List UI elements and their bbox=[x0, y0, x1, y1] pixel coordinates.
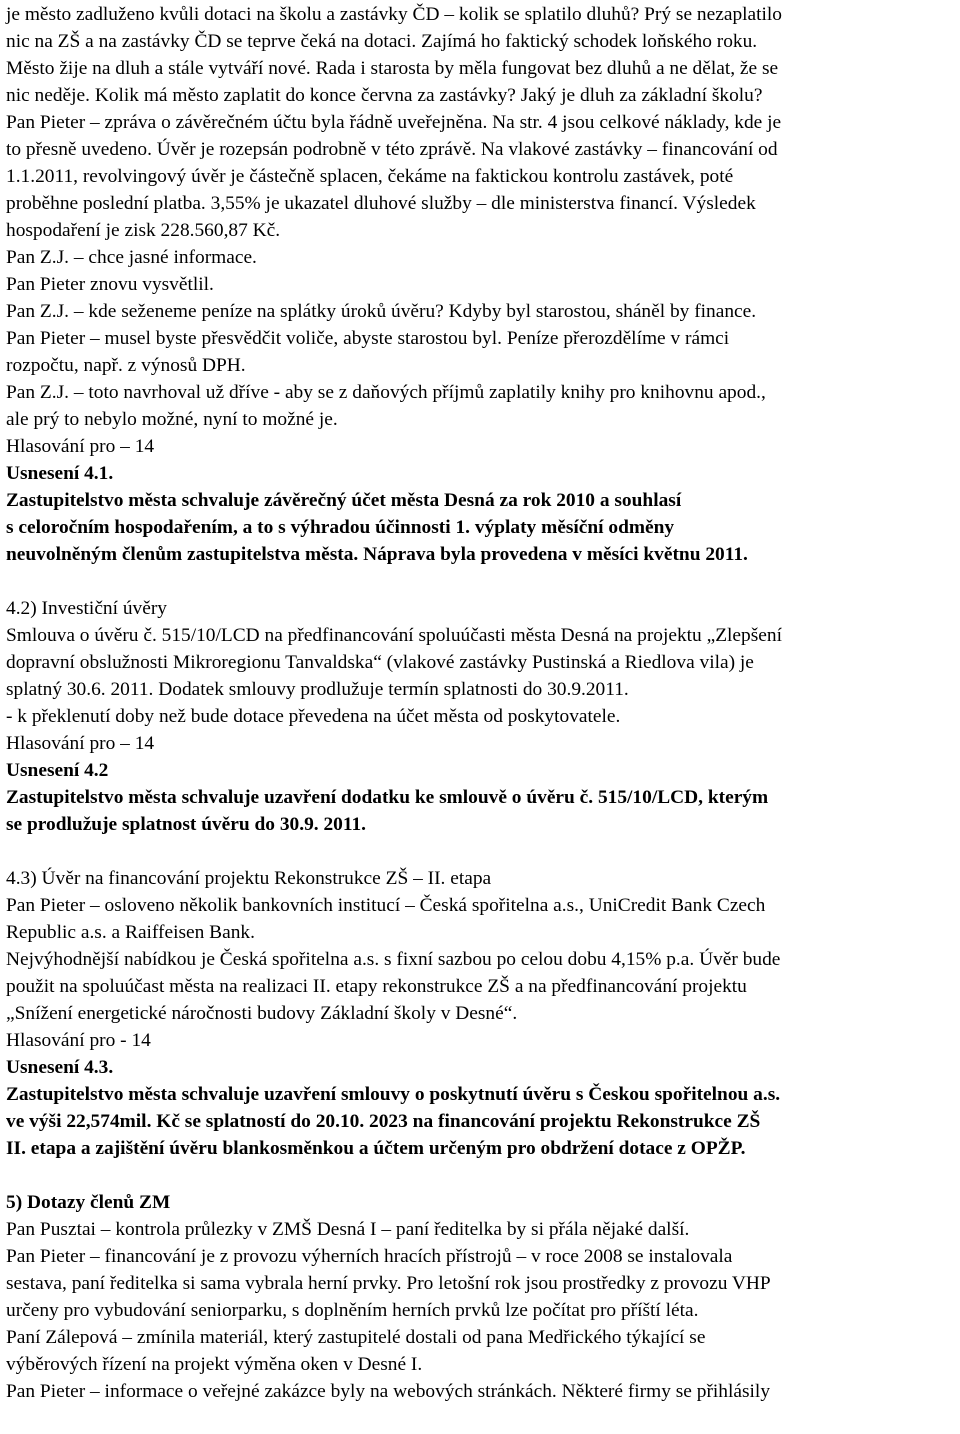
text-line: určeny pro vybudování seniorparku, s doplněním herních prvků lze počítat pro příští léta. bbox=[6, 1300, 699, 1321]
resolution-heading: Usnesení 4.2 bbox=[6, 760, 109, 781]
text-line: Hlasování pro – 14 bbox=[6, 436, 155, 457]
text-line: Paní Zálepová – zmínila materiál, který zastupitelé dostali od pana Medřického týkající se bbox=[6, 1327, 706, 1348]
text-line: rozpočtu, např. z výnosů DPH. bbox=[6, 355, 246, 376]
resolution-text: neuvolněným členům zastupitelstva města. Náprava byla provedena v měsíci květnu 2011. bbox=[6, 544, 748, 565]
text-line: Pan Pusztai – kontrola průlezky v ZMŠ Desná I – paní ředitelka by si přála nějaké další. bbox=[6, 1219, 690, 1240]
section-heading: 4.3) Úvěr na financování projektu Rekonstrukce ZŠ – II. etapa bbox=[6, 868, 492, 889]
text-line: Pan Pieter – informace o veřejné zakázce byly na webových stránkách. Některé firmy se přihlásily bbox=[6, 1381, 771, 1402]
text-line: Pan Pieter – musel byste přesvědčit voliče, abyste starostou byl. Peníze přerozdělíme v rámci bbox=[6, 328, 730, 349]
text-line: - k překlenutí doby než bude dotace převedena na účet města od poskytovatele. bbox=[6, 706, 621, 727]
section-heading: 5) Dotazy členů ZM bbox=[6, 1192, 171, 1213]
text-line: Republic a.s. a Raiffeisen Bank. bbox=[6, 922, 255, 943]
text-line: nic neděje. Kolik má město zaplatit do konce června za zastávky? Jaký je dluh za základní školu? bbox=[6, 85, 763, 106]
text-line: Pan Z.J. – toto navrhoval už dříve - aby se z daňových příjmů zaplatily knihy pro knihovnu apod., bbox=[6, 382, 766, 403]
text-line: dopravní obslužnosti Mikroregionu Tanvaldska“ (vlakové zastávky Pustinská a Riedlova vila) je bbox=[6, 652, 754, 673]
text-line: Hlasování pro – 14 bbox=[6, 733, 155, 754]
text-line: hospodaření je zisk 228.560,87 Kč. bbox=[6, 220, 281, 241]
resolution-heading: Usnesení 4.3. bbox=[6, 1057, 114, 1078]
text-line: proběhne poslední platba. 3,55% je ukazatel dluhové služby – dle ministerstva financí. Výsledek bbox=[6, 193, 756, 214]
text-line: Pan Z.J. – kde seženeme peníze na splátky úroků úvěru? Kdyby byl starostou, sháněl by finance. bbox=[6, 301, 757, 322]
resolution-text: s celoročním hospodařením, a to s výhradou účinnosti 1. výplaty měsíční odměny bbox=[6, 517, 675, 538]
resolution-text: Zastupitelstvo města schvaluje uzavření smlouvy o poskytnutí úvěru s Českou spořitelnou a.s. bbox=[6, 1084, 781, 1105]
resolution-text: se prodlužuje splatnost úvěru do 30.9. 2011. bbox=[6, 814, 367, 835]
text-line: Nejvýhodnější nabídkou je Česká spořitelna a.s. s fixní sazbou po celou dobu 4,15% p.a. Úvěr bude bbox=[6, 949, 781, 970]
resolution-text: II. etapa a zajištění úvěru blankosměnkou a účtem určeným pro obdržení dotace z OPŽP. bbox=[6, 1138, 746, 1159]
text-line: 1.1.2011, revolvingový úvěr je částečně splacen, čekáme na faktickou kontrolu zastávek, poté bbox=[6, 166, 734, 187]
text-line: Pan Pieter – financování je z provozu výherních hracích přístrojů – v roce 2008 se instalovala bbox=[6, 1246, 733, 1267]
resolution-text: Zastupitelstvo města schvaluje závěrečný účet města Desná za rok 2010 a souhlasí bbox=[6, 490, 682, 511]
text-line: sestava, paní ředitelka si sama vybrala herní prvky. Pro letošní rok jsou prostředky z provozu VHP bbox=[6, 1273, 771, 1294]
resolution-text: Zastupitelstvo města schvaluje uzavření dodatku ke smlouvě o úvěru č. 515/10/LCD, kterým bbox=[6, 787, 769, 808]
resolution-heading: Usnesení 4.1. bbox=[6, 463, 114, 484]
section-heading: 4.2) Investiční úvěry bbox=[6, 598, 168, 619]
text-line: to přesně uvedeno. Úvěr je rozepsán podrobně v této zprávě. Na vlakové zastávky – financování od bbox=[6, 139, 778, 160]
text-line: „Snížení energetické náročnosti budovy Základní školy v Desné“. bbox=[6, 1003, 518, 1024]
text-line: nic na ZŠ a na zastávky ČD se teprve čeká na dotaci. Zajímá ho faktický schodek loňského roku. bbox=[6, 31, 758, 52]
text-line: Pan Pieter znovu vysvětlil. bbox=[6, 274, 214, 295]
text-line: použit na spoluúčast města na realizaci II. etapy rekonstrukce ZŠ a na předfinancování projektu bbox=[6, 976, 747, 997]
text-line: Hlasování pro - 14 bbox=[6, 1030, 151, 1051]
text-line: Pan Z.J. – chce jasné informace. bbox=[6, 247, 257, 268]
resolution-text: ve výši 22,574mil. Kč se splatností do 20.10. 2023 na financování projektu Rekonstrukce ZŠ bbox=[6, 1111, 761, 1132]
text-line: Pan Pieter – osloveno několik bankovních institucí – Česká spořitelna a.s., UniCredit Bank Czech bbox=[6, 895, 766, 916]
text-line: je město zadluženo kvůli dotaci na školu a zastávky ČD – kolik se splatilo dluhů? Prý se nezaplatilo bbox=[6, 4, 782, 25]
text-line: Smlouva o úvěru č. 515/10/LCD na předfinancování spoluúčasti města Desná na projektu „Zlepšení bbox=[6, 625, 782, 646]
text-line: ale prý to nebylo možné, nyní to možné je. bbox=[6, 409, 338, 430]
text-line: splatný 30.6. 2011. Dodatek smlouvy prodlužuje termín splatnosti do 30.9.2011. bbox=[6, 679, 629, 700]
text-line: Město žije na dluh a stále vytváří nové. Rada i starosta by měla fungovat bez dluhů a ne dělat, že se bbox=[6, 58, 779, 79]
text-line: Pan Pieter – zpráva o závěrečném účtu byla řádně uveřejněna. Na str. 4 jsou celkové náklady, kde je bbox=[6, 112, 782, 133]
text-line: výběrových řízení na projekt výměna oken v Desné I. bbox=[6, 1354, 423, 1375]
